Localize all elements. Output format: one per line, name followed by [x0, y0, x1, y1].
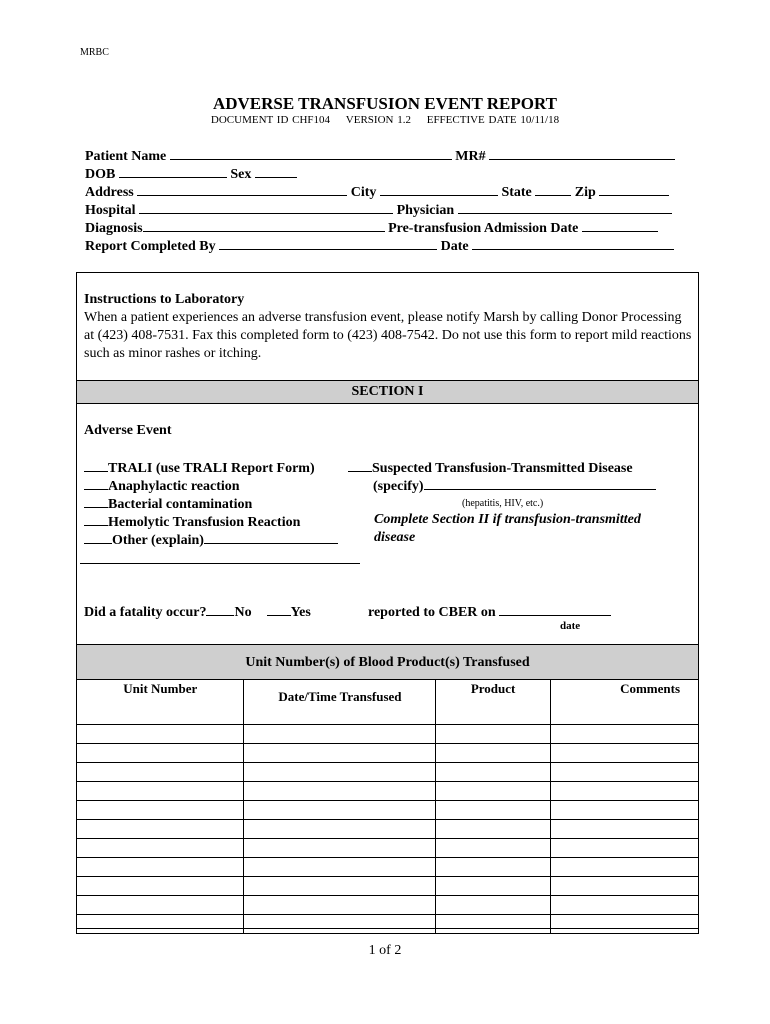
other-label: Other (explain): [112, 533, 204, 548]
table-cell[interactable]: [77, 782, 244, 801]
hemolytic-label: Hemolytic Transfusion Reaction: [108, 515, 301, 530]
hospital-label: Hospital: [85, 203, 136, 218]
table-cell[interactable]: [550, 839, 698, 858]
address-row: [85, 182, 669, 201]
document-info: [0, 114, 770, 126]
table-cell[interactable]: [77, 915, 244, 934]
suspected-label: Suspected Transfusion-Transmitted Disease: [372, 461, 633, 476]
table-cell[interactable]: [436, 744, 550, 763]
other-blank[interactable]: [84, 530, 112, 544]
section-2-note-line2: disease: [374, 530, 416, 545]
fatality-no-label: No: [234, 605, 252, 620]
org-label: MRBC: [80, 47, 109, 58]
table-row[interactable]: [77, 782, 699, 801]
patient-name-label: Patient Name: [85, 149, 167, 164]
table-cell[interactable]: [244, 782, 436, 801]
col-unit-number: Unit Number: [77, 680, 244, 725]
table-row[interactable]: [77, 896, 699, 915]
table-cell[interactable]: [550, 725, 698, 744]
event-other[interactable]: [84, 530, 338, 549]
fatality-label: Did a fatality occur?: [84, 605, 207, 620]
anaphylactic-label: Anaphylactic reaction: [108, 479, 240, 494]
mr-label: MR#: [455, 149, 486, 164]
table-row[interactable]: [77, 839, 699, 858]
event-bacterial[interactable]: [84, 494, 252, 513]
fatality-no-blank[interactable]: [206, 602, 234, 616]
state-label: State: [501, 185, 532, 200]
address-label: Address: [85, 185, 134, 200]
patient-name-row: [85, 146, 675, 165]
units-table-header-row: [77, 680, 699, 725]
table-cell[interactable]: [550, 782, 698, 801]
cber-label: reported to CBER on: [368, 605, 496, 620]
table-cell[interactable]: [436, 820, 550, 839]
col-product: Product: [436, 680, 550, 725]
hospital-field[interactable]: [139, 200, 393, 214]
suspected-blank[interactable]: [348, 458, 372, 472]
physician-field[interactable]: [458, 200, 672, 214]
patient-name-field[interactable]: [170, 146, 452, 160]
cber-row: [368, 602, 611, 621]
table-cell[interactable]: [550, 820, 698, 839]
dob-field[interactable]: [119, 164, 227, 178]
cber-date-hint: date: [560, 620, 581, 632]
city-label: City: [350, 185, 377, 200]
specify-field[interactable]: [424, 476, 656, 490]
hemolytic-blank[interactable]: [84, 512, 108, 526]
table-cell[interactable]: [436, 782, 550, 801]
mr-field[interactable]: [489, 146, 675, 160]
date-label: Date: [440, 239, 469, 254]
dob-row: [85, 164, 297, 183]
table-row[interactable]: [77, 744, 699, 763]
units-table: [76, 679, 699, 934]
table-cell[interactable]: [244, 858, 436, 877]
table-cell[interactable]: [77, 820, 244, 839]
event-hemolytic[interactable]: [84, 512, 300, 531]
table-cell[interactable]: [244, 896, 436, 915]
event-anaphylactic[interactable]: [84, 476, 240, 495]
specify-label: (specify): [373, 479, 424, 494]
table-cell[interactable]: [244, 801, 436, 820]
address-field[interactable]: [137, 182, 347, 196]
doc-id: DOCUMENT ID CHF104: [210, 114, 331, 126]
table-cell[interactable]: [436, 858, 550, 877]
table-cell[interactable]: [77, 744, 244, 763]
section-2-note-line1: Complete Section II if transfusion-transmitted: [374, 512, 641, 527]
completed-row: [85, 236, 674, 255]
instructions-heading: Instructions to Laboratory: [84, 292, 245, 307]
table-cell[interactable]: [77, 801, 244, 820]
table-cell[interactable]: [550, 858, 698, 877]
physician-label: Physician: [396, 203, 455, 218]
table-cell[interactable]: [77, 858, 244, 877]
event-suspected-disease[interactable]: [348, 458, 633, 477]
sex-field[interactable]: [255, 164, 297, 178]
event-trali[interactable]: [84, 458, 315, 477]
table-cell[interactable]: [436, 801, 550, 820]
completed-by-field[interactable]: [219, 236, 437, 250]
fatality-yes-blank[interactable]: [267, 602, 291, 616]
table-cell[interactable]: [436, 877, 550, 896]
form-title: ADVERSE TRANSFUSION EVENT REPORT: [212, 94, 558, 113]
table-cell[interactable]: [244, 763, 436, 782]
table-cell[interactable]: [436, 725, 550, 744]
table-cell[interactable]: [244, 877, 436, 896]
table-row[interactable]: [77, 877, 699, 896]
pretransfusion-label: Pre-transfusion Admission Date: [388, 221, 579, 236]
table-cell[interactable]: [244, 839, 436, 858]
units-header: Unit Number(s) of Blood Product(s) Transfused: [77, 644, 698, 680]
bacterial-blank[interactable]: [84, 494, 108, 508]
adverse-event-label: Adverse Event: [84, 423, 172, 438]
diagnosis-field[interactable]: [143, 218, 385, 232]
table-row[interactable]: [77, 725, 699, 744]
state-field[interactable]: [535, 182, 571, 196]
pretransfusion-field[interactable]: [582, 218, 658, 232]
table-cell[interactable]: [77, 896, 244, 915]
table-cell[interactable]: [436, 915, 550, 934]
trali-blank[interactable]: [84, 458, 108, 472]
fatality-yes-label: Yes: [290, 605, 311, 620]
table-cell[interactable]: [550, 896, 698, 915]
table-cell[interactable]: [436, 763, 550, 782]
table-row[interactable]: [77, 820, 699, 839]
table-cell[interactable]: [244, 915, 436, 934]
section-1-header: SECTION I: [77, 380, 698, 404]
version: VERSION 1.2: [345, 114, 411, 126]
date-field[interactable]: [472, 236, 674, 250]
table-cell[interactable]: [550, 763, 698, 782]
diagnosis-row: [85, 218, 658, 237]
dob-label: DOB: [85, 167, 116, 182]
fatality-row: [84, 602, 311, 621]
col-comments: Comments: [550, 680, 698, 725]
table-cell[interactable]: [436, 839, 550, 858]
specify-row: [373, 476, 656, 495]
bacterial-label: Bacterial contamination: [108, 497, 253, 512]
hospital-row: [85, 200, 672, 219]
table-cell[interactable]: [550, 744, 698, 763]
table-row[interactable]: [77, 915, 699, 934]
table-cell[interactable]: [77, 725, 244, 744]
other-explain-line[interactable]: [80, 563, 360, 564]
table-cell[interactable]: [244, 744, 436, 763]
diagnosis-label: Diagnosis: [85, 221, 143, 236]
page-number: 1 of 2: [368, 943, 402, 958]
table-cell[interactable]: [77, 839, 244, 858]
cber-date-field[interactable]: [499, 602, 611, 616]
table-cell[interactable]: [550, 915, 698, 934]
table-row[interactable]: [77, 858, 699, 877]
zip-field[interactable]: [599, 182, 669, 196]
other-explain-field[interactable]: [204, 530, 338, 544]
instructions-body: When a patient experiences an adverse transfusion event, please notify Marsh by calling Donor Processing at (423) 408-7531. Fax this completed form to (423) 408-7542. Do not use this form to report mild reactions such as minor rashes or itching.: [84, 310, 692, 361]
table-cell[interactable]: [244, 725, 436, 744]
sex-label: Sex: [230, 167, 252, 182]
table-cell[interactable]: [436, 896, 550, 915]
table-cell[interactable]: [244, 820, 436, 839]
completed-by-label: Report Completed By: [85, 239, 216, 254]
trali-label: TRALI (use TRALI Report Form): [108, 461, 315, 476]
effective-date: EFFECTIVE DATE 10/11/18: [426, 114, 560, 126]
specify-hint: (hepatitis, HIV, etc.): [462, 498, 544, 509]
anaphylactic-blank[interactable]: [84, 476, 108, 490]
table-cell[interactable]: [550, 877, 698, 896]
city-field[interactable]: [380, 182, 498, 196]
col-date-time: Date/Time Transfused: [244, 680, 436, 725]
table-row[interactable]: [77, 801, 699, 820]
table-cell[interactable]: [550, 801, 698, 820]
zip-label: Zip: [574, 185, 596, 200]
table-row[interactable]: [77, 763, 699, 782]
table-cell[interactable]: [77, 877, 244, 896]
table-cell[interactable]: [77, 763, 244, 782]
